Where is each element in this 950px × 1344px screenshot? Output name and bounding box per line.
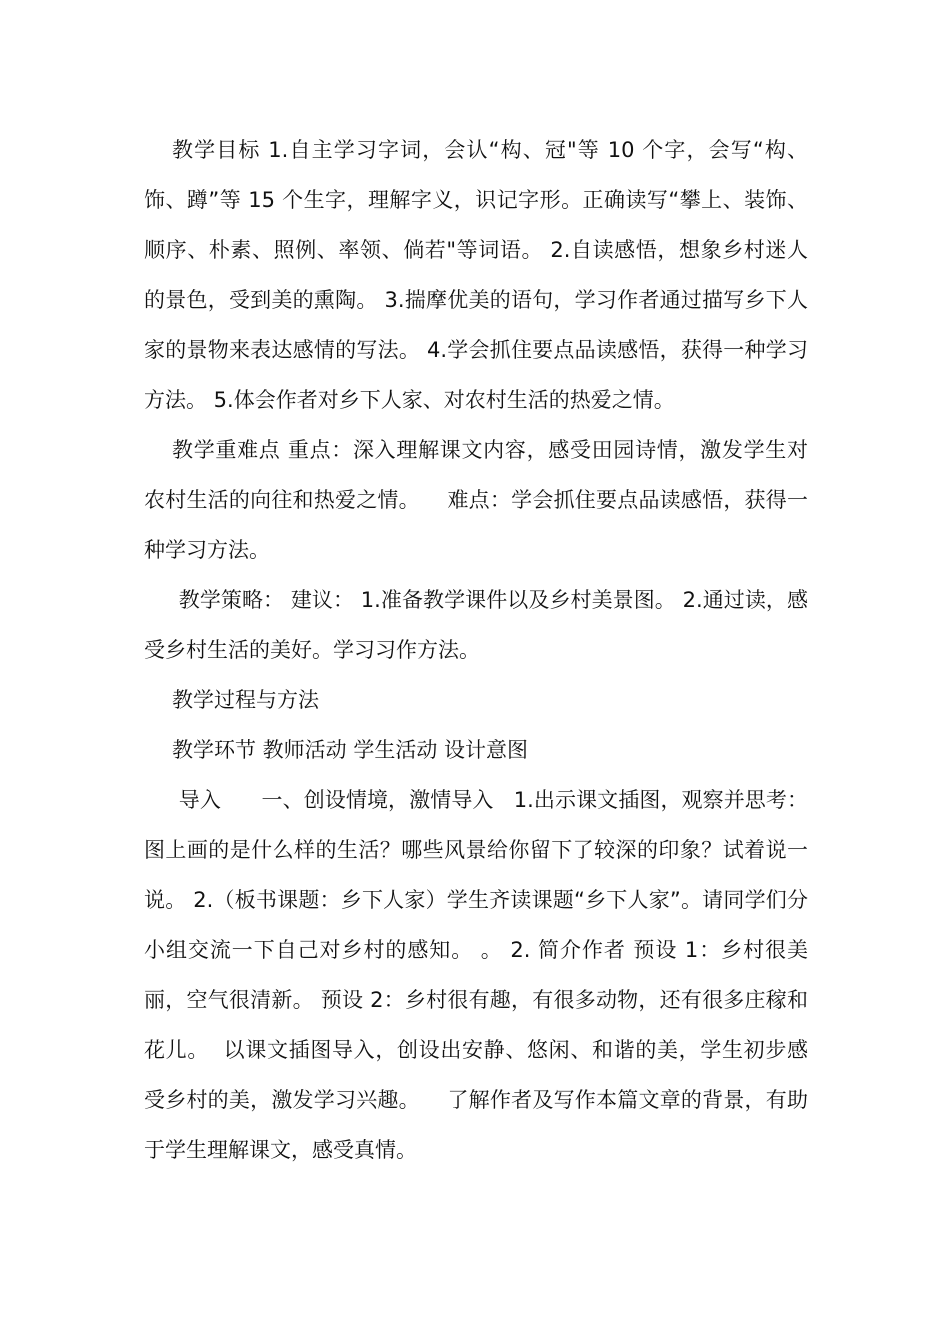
paragraph-key-difficulties: 教学重难点 重点：深入理解课文内容，感受田园诗情，激发学生对农村生活的向往和热爱之情。 难点：学会抓住要点品读感悟，获得一种学习方法。 (144, 438, 808, 562)
paragraph-introduction: 导入 一、创设情境，激情导入 1.出示课文插图，观察并思考：图上画的是什么样的生活？哪些风景给你留下了较深的印象？试着说一说。 2.（板书课题：乡下人家）学生齐读课题“乡下人家”。请同学们分小组交流一下自己对乡村的感知。 。 2. 简介作者 预设 1：乡村很美丽，空气很清新。 预设 2：乡村很有趣，有很多动物，还有很多庄稼和花儿。 以课文插图导入，创设出安静、悠闲、和谐的美，学生初步感受乡村的美，激发学习兴趣。 了解作者及写作本篇文章的背景，有助于学生理解课文，感受真情。 (144, 788, 808, 1162)
paragraph-teaching-objectives: 教学目标 1.自主学习字词，会认“构、冠"等 10 个字，会写“构、饰、蹲”等 15 个生字，理解字义，识记字形。正确读写“攀上、装饰、顺序、朴素、照例、率领、倘若"等词语。 2.自读感悟，想象乡村迷人的景色，受到美的熏陶。 3.揣摩优美的语句，学习作者通过描写乡下人家的景物来表达感情的写法。 4.学会抓住要点品读感悟，获得一种学习方法。 5.体会作者对乡下人家、对农村生活的热爱之情。 (144, 138, 808, 412)
document-body (144, 125, 808, 1175)
paragraph-process-heading: 教学过程与方法 (172, 688, 319, 712)
paragraph-table-header: 教学环节 教师活动 学生活动 设计意图 (172, 738, 529, 762)
paragraph-teaching-strategy: 教学策略： 建议： 1.准备教学课件以及乡村美景图。 2.通过读，感受乡村生活的美好。学习习作方法。 (144, 588, 808, 662)
